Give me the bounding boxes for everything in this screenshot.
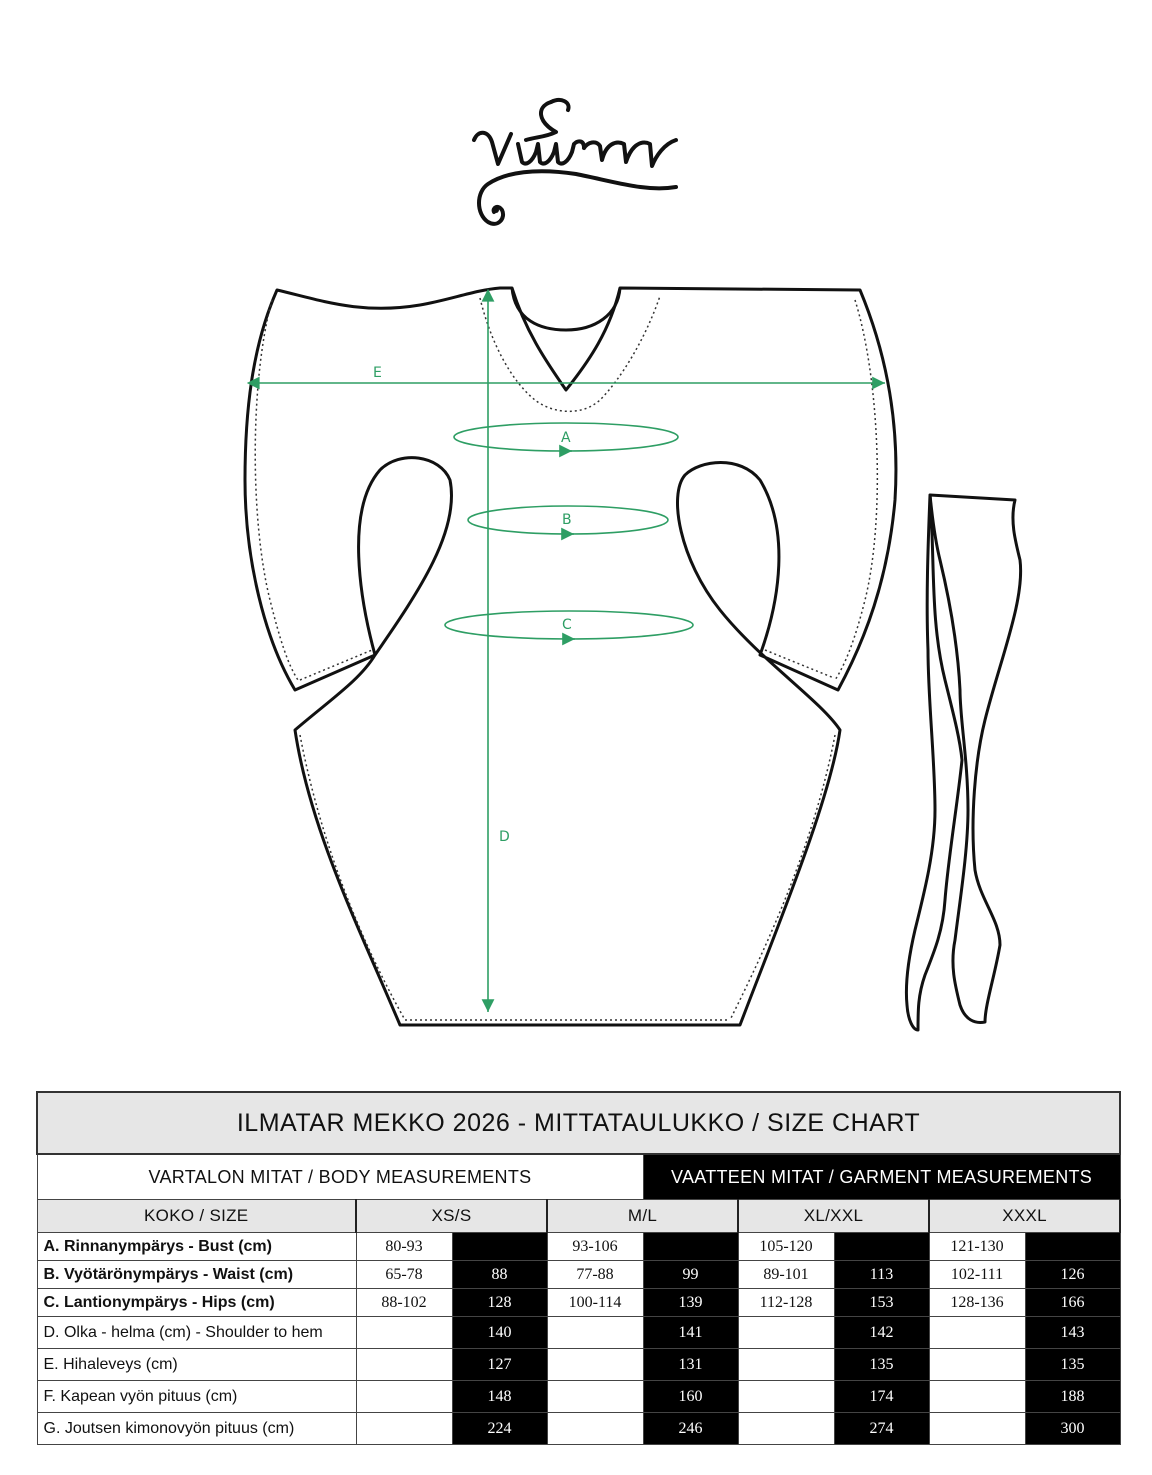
body-measurement-cell: 89-101 xyxy=(738,1261,834,1289)
garment-measurement-cell: 300 xyxy=(1025,1413,1120,1445)
table-title: ILMATAR MEKKO 2026 - MITTATAULUKKO / SIZE CHART xyxy=(37,1092,1120,1154)
row-label: E. Hihaleveys (cm) xyxy=(37,1349,356,1381)
body-measurement-cell: 112-128 xyxy=(738,1289,834,1317)
garment-measurement-cell: 224 xyxy=(452,1413,547,1445)
row-label: G. Joutsen kimonovyön pituus (cm) xyxy=(37,1413,356,1445)
garment-measurement-cell xyxy=(643,1233,738,1261)
table-row xyxy=(37,1233,1120,1261)
body-measurements-header: VARTALON MITAT / BODY MEASUREMENTS xyxy=(37,1154,643,1200)
size-header: M/L xyxy=(547,1200,738,1233)
label-e: E xyxy=(373,365,382,381)
row-label: D. Olka - helma (cm) - Shoulder to hem xyxy=(37,1317,356,1349)
body-measurement-cell xyxy=(738,1381,834,1413)
size-header: XXXL xyxy=(929,1200,1120,1233)
measurement-guides xyxy=(250,292,885,1012)
garment-measurement-cell: 113 xyxy=(834,1261,929,1289)
body-measurement-cell: 105-120 xyxy=(738,1233,834,1261)
garment-measurement-cell: 135 xyxy=(834,1349,929,1381)
table-row xyxy=(37,1261,1120,1289)
size-header: XL/XXL xyxy=(738,1200,929,1233)
garment-measurement-cell: 246 xyxy=(643,1413,738,1445)
body-measurement-cell: 93-106 xyxy=(547,1233,643,1261)
garment-measurement-cell: 160 xyxy=(643,1381,738,1413)
size-column-header: KOKO / SIZE xyxy=(37,1200,356,1233)
body-measurement-cell xyxy=(356,1317,452,1349)
body-measurement-cell: 65-78 xyxy=(356,1261,452,1289)
body-measurement-cell xyxy=(929,1413,1025,1445)
body-measurement-cell xyxy=(547,1349,643,1381)
label-d: D xyxy=(499,829,510,845)
body-measurement-cell xyxy=(356,1381,452,1413)
garment-measurement-cell: 131 xyxy=(643,1349,738,1381)
garment-measurement-cell xyxy=(834,1233,929,1261)
garment-measurement-cell: 141 xyxy=(643,1317,738,1349)
garment-measurement-cell: 88 xyxy=(452,1261,547,1289)
size-chart-table xyxy=(36,1091,1121,1445)
body-measurement-cell: 100-114 xyxy=(547,1289,643,1317)
garment-measurement-cell: 126 xyxy=(1025,1261,1120,1289)
garment-measurement-cell: 153 xyxy=(834,1289,929,1317)
garment-measurement-cell: 139 xyxy=(643,1289,738,1317)
garment-measurement-cell: 142 xyxy=(834,1317,929,1349)
belt-outline xyxy=(906,495,1020,1030)
garment-measurement-cell xyxy=(1025,1233,1120,1261)
garment-measurement-cell: 99 xyxy=(643,1261,738,1289)
label-a: A xyxy=(561,430,571,446)
row-label: B. Vyötärönympärys - Waist (cm) xyxy=(37,1261,356,1289)
table-row xyxy=(37,1349,1120,1381)
body-measurement-cell: 80-93 xyxy=(356,1233,452,1261)
body-measurement-cell xyxy=(929,1349,1025,1381)
garment-measurement-cell: 274 xyxy=(834,1413,929,1445)
table-row xyxy=(37,1381,1120,1413)
garment-measurement-cell: 188 xyxy=(1025,1381,1120,1413)
body-measurement-cell xyxy=(547,1413,643,1445)
row-label: A. Rinnanympärys - Bust (cm) xyxy=(37,1233,356,1261)
body-measurement-cell: 102-111 xyxy=(929,1261,1025,1289)
body-measurement-cell xyxy=(929,1381,1025,1413)
body-measurement-cell: 121-130 xyxy=(929,1233,1025,1261)
garment-measurement-cell: 148 xyxy=(452,1381,547,1413)
garment-measurement-cell: 140 xyxy=(452,1317,547,1349)
body-measurement-cell xyxy=(547,1317,643,1349)
body-measurement-cell xyxy=(738,1349,834,1381)
body-measurement-cell xyxy=(738,1413,834,1445)
row-label: F. Kapean vyön pituus (cm) xyxy=(37,1381,356,1413)
table-row xyxy=(37,1289,1120,1317)
row-label: C. Lantionympärys - Hips (cm) xyxy=(37,1289,356,1317)
body-measurement-cell xyxy=(738,1317,834,1349)
body-measurement-cell: 88-102 xyxy=(356,1289,452,1317)
size-header: XS/S xyxy=(356,1200,547,1233)
body-measurement-cell xyxy=(356,1349,452,1381)
garment-measurement-cell: 128 xyxy=(452,1289,547,1317)
garment-measurements-header: VAATTEEN MITAT / GARMENT MEASUREMENTS xyxy=(643,1154,1120,1200)
body-measurement-cell xyxy=(356,1413,452,1445)
garment-measurement-cell: 166 xyxy=(1025,1289,1120,1317)
label-c: C xyxy=(562,617,572,633)
garment-measurement-cell: 174 xyxy=(834,1381,929,1413)
garment-measurement-cell: 135 xyxy=(1025,1349,1120,1381)
body-measurement-cell xyxy=(929,1317,1025,1349)
body-measurement-cell xyxy=(547,1381,643,1413)
body-measurement-cell: 77-88 xyxy=(547,1261,643,1289)
garment-measurement-cell: 143 xyxy=(1025,1317,1120,1349)
table-row xyxy=(37,1317,1120,1349)
dress-outline xyxy=(245,288,896,1025)
label-b: B xyxy=(562,512,572,528)
table-row xyxy=(37,1413,1120,1445)
garment-measurement-cell: 127 xyxy=(452,1349,547,1381)
body-measurement-cell: 128-136 xyxy=(929,1289,1025,1317)
garment-measurement-cell xyxy=(452,1233,547,1261)
